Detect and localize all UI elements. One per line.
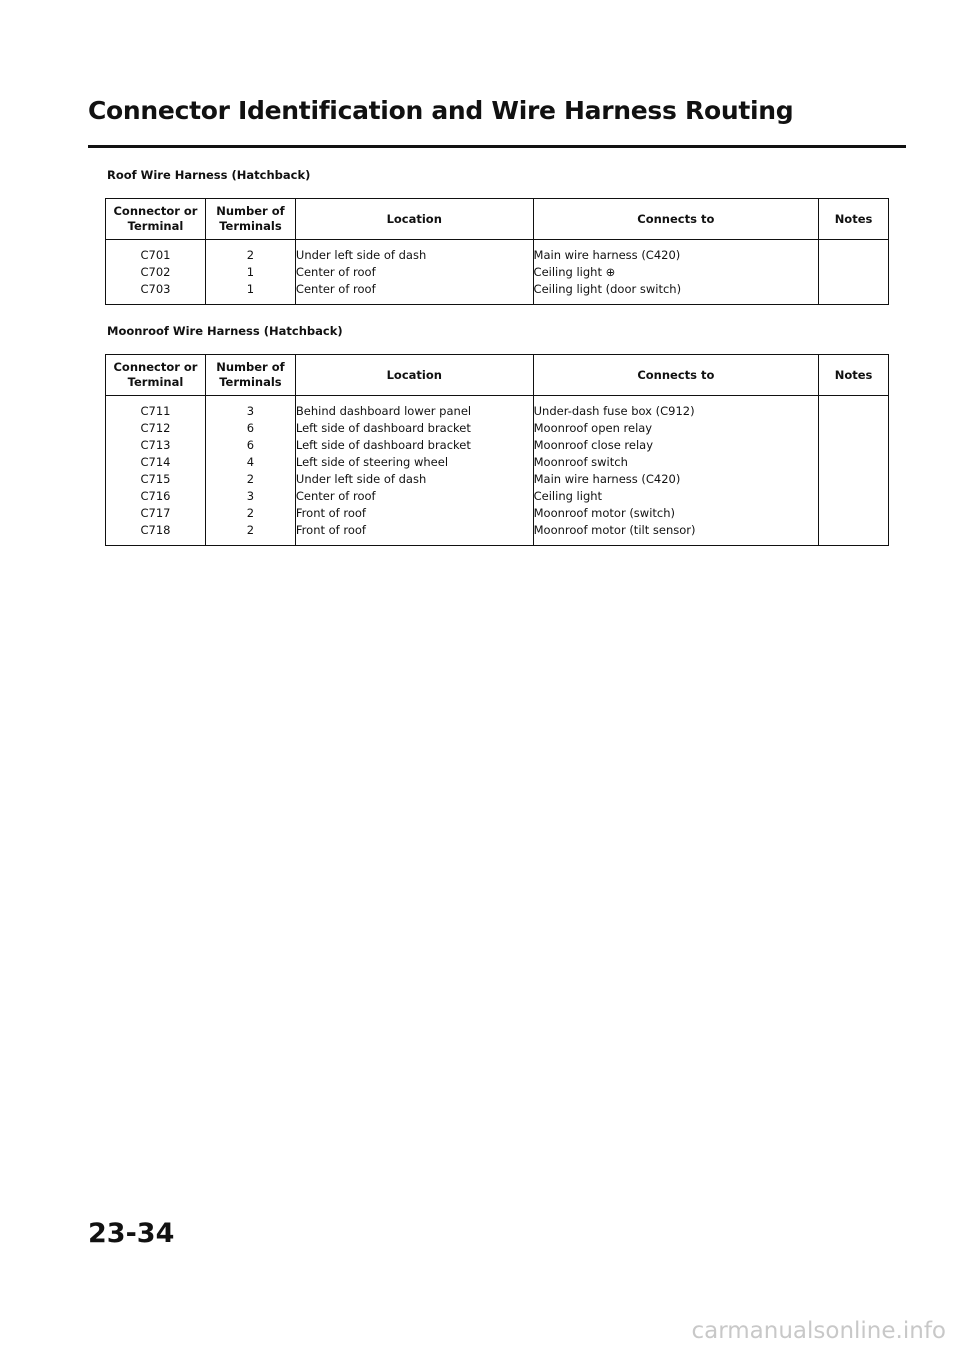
column-header-location: Location	[295, 199, 533, 240]
section-heading-moonroof: Moonroof Wire Harness (Hatchback)	[107, 324, 343, 338]
terminals-cell: 2 1 1	[205, 240, 295, 305]
connector-cell: C701 C702 C703	[106, 240, 206, 305]
column-header-notes: Notes	[819, 199, 889, 240]
location-cell: Under left side of dash Center of roof Center of roof	[295, 240, 533, 305]
column-header-connects-to: Connects to	[533, 355, 818, 396]
notes-cell	[819, 396, 889, 546]
connector-cell: C711 C712 C713 C714 C715 C716 C717 C718	[106, 396, 206, 546]
column-header-notes: Notes	[819, 355, 889, 396]
column-header-terminals: Number of Terminals	[205, 199, 295, 240]
title-divider	[88, 145, 906, 148]
page-number: 23-34	[88, 1218, 175, 1249]
watermark: carmanualsonline.info	[691, 1318, 946, 1344]
notes-cell	[819, 240, 889, 305]
connects-to-cell: Main wire harness (C420) Ceiling light ⊕ Ceiling light (door switch)	[533, 240, 819, 305]
column-header-location: Location	[295, 355, 533, 396]
table-header-row	[106, 199, 889, 240]
terminals-cell: 3 6 6 4 2 3 2 2	[205, 396, 295, 546]
table-header-row	[106, 355, 889, 396]
column-header-terminals: Number of Terminals	[205, 355, 295, 396]
page-title: Connector Identification and Wire Harness Routing	[88, 96, 794, 125]
table-row	[106, 240, 889, 305]
connects-to-cell: Under-dash fuse box (C912) Moonroof open relay Moonroof close relay Moonroof switch Main wire harness (C420) Ceiling light Moonroof motor (switch) Moonroof motor (tilt sensor)	[533, 396, 818, 546]
table-row	[106, 396, 889, 546]
column-header-connector: Connector or Terminal	[106, 355, 206, 396]
column-header-connects-to: Connects to	[533, 199, 819, 240]
column-header-connector: Connector or Terminal	[106, 199, 206, 240]
section-heading-roof: Roof Wire Harness (Hatchback)	[107, 168, 311, 182]
moonroof-harness-table	[105, 354, 889, 546]
roof-harness-table	[105, 198, 889, 305]
location-cell: Behind dashboard lower panel Left side of dashboard bracket Left side of dashboard bracket Left side of steering wheel Under left side of dash Center of roof Front of roof Front of roof	[295, 396, 533, 546]
